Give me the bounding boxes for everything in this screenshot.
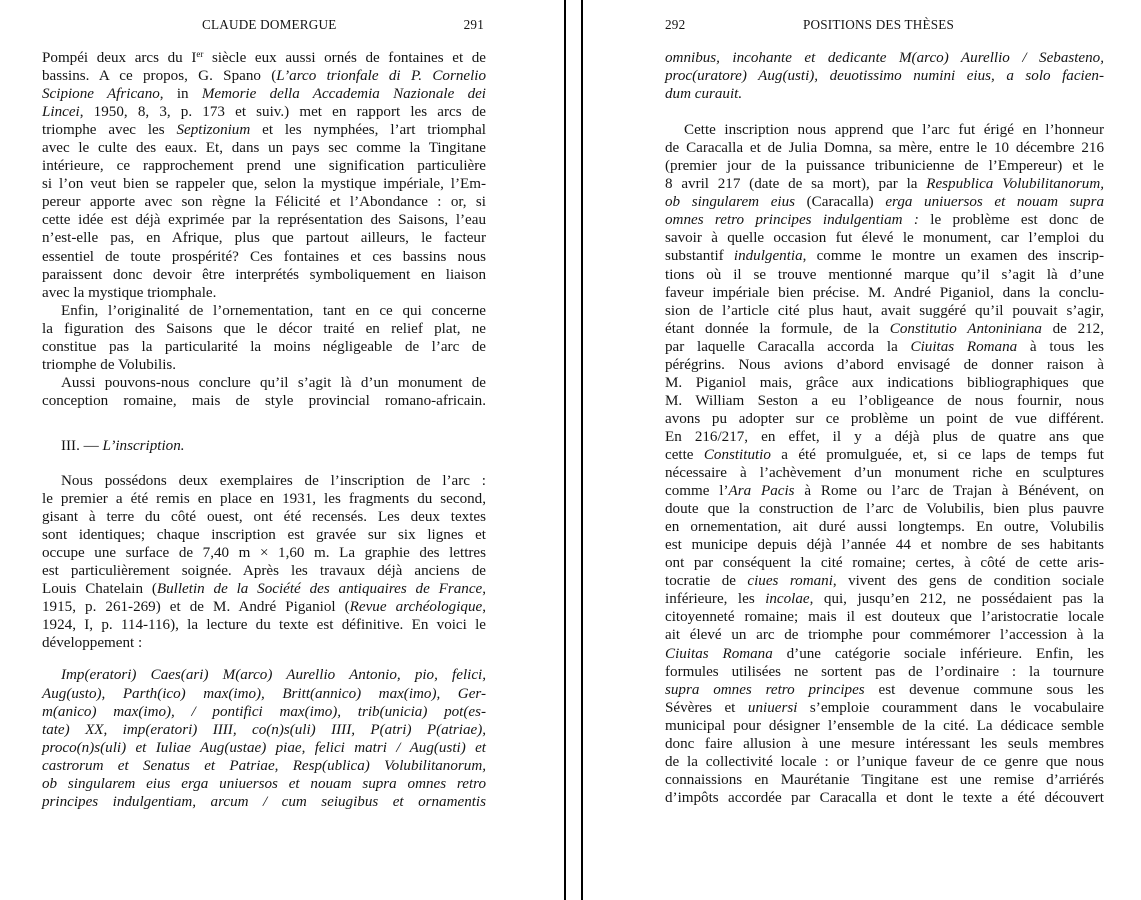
text-line: cette Constitutio a été promulguée, et, si ce laps de temps fut xyxy=(665,446,1104,463)
text-line: 1924, I, p. 114-116), la lecture du texte est définitive. En voici le xyxy=(42,617,486,634)
text-line: municipal pour désigner l’ensemble de la cité. La dédicace semble xyxy=(665,717,1104,734)
text-line: formules utilisées ne sortent pas de l’ordinaire : la tournure xyxy=(665,663,1104,680)
text-line: la figuration des Saisons que le décor traité en relief plat, ne xyxy=(42,320,486,337)
text-line: est particulièrement soignée. Après les travaux déjà anciens de xyxy=(42,563,486,580)
text-line: M. Piganiol mais, grâce aux indications bibliographiques que xyxy=(665,374,1104,391)
text-line: tocratie de ciues romani, vivent des gens de condition sociale xyxy=(665,573,1105,590)
running-head-left xyxy=(42,17,486,35)
text-line: le premier a été remis en place en 1931, les fragments du second, xyxy=(42,491,486,508)
text-line: proco(n)s(uli) et Iuliae Aug(ustae) piae, felici matri / Aug(usti) et xyxy=(42,739,486,756)
text-line: si l’on veut bien se rappeler que, selon la mystique impériale, l’Em- xyxy=(42,176,486,193)
text-line: triomphe de Volubilis. xyxy=(42,356,177,373)
text-line: pérégrins. Nous avions d’abord envisagé de donner raison à xyxy=(665,356,1104,373)
running-head-right xyxy=(665,17,1104,35)
text-line: triomphe avec les Septizonium et les nymphées, l’art triomphal xyxy=(42,122,486,139)
text-line: ait élevé un arc de triomphe pour commémorer l’accession à la xyxy=(665,627,1104,644)
text-line: avec le culte des eaux. Et, dans un pays sec comme la Tingitane xyxy=(42,140,486,157)
paragraph xyxy=(42,302,486,374)
text-line: en ornementation, ait duré aussi longtemps. En outre, Volubilis xyxy=(665,519,1104,536)
text-line: inférieure, les incolae, qui, jusqu’en 212, ne possédaient pas la xyxy=(665,591,1104,608)
text-line: connaissions en Maurétanie Tingitane est une remise d’arriérés xyxy=(665,771,1104,788)
text-line: Aussi pouvons-nous conclure qu’il s’agit là d’un monument de xyxy=(61,374,486,391)
text-line: omnes retro principes indulgentiam : le problème est donc de xyxy=(665,212,1104,229)
running-head-title: POSITIONS DES THÈSES xyxy=(803,17,955,32)
text-line: Nous possédons deux exemplaires de l’inscription de l’arc : xyxy=(61,472,486,489)
text-line: étant donnée la formule, de la Constitutio Antoniniana de 212, xyxy=(665,320,1104,337)
text-line: Scipione Africano, in Memorie della Accademia Nazionale dei xyxy=(42,86,487,103)
text-line: d’impôts accordée par Caracalla et dont le texte a été découvert xyxy=(665,789,1104,806)
spacer xyxy=(42,455,486,472)
text-line: paraissent donc devoir être interprétés symboliquement en liaison xyxy=(42,266,486,283)
text-line: donc faire allusion à une mesure intéressant les seuls membres xyxy=(665,735,1104,752)
text-line: dum curauit. xyxy=(665,86,743,103)
text-line: Imp(eratori) Caes(ari) M(arco) Aurellio Antonio, pio, felici, xyxy=(61,667,486,684)
text-line: doute que la construction de l’arc de Volubilis, bien plus pauvre xyxy=(665,501,1104,518)
text-line: Sévères et uniuersi s’emploie couramment dans le vocabulaire xyxy=(665,699,1104,716)
spacer xyxy=(665,103,1104,121)
text-line: Pompéi deux arcs du Ier siècle eux aussi ornés de fontaines et de xyxy=(42,49,486,66)
text-line: proc(uratore) Aug(usti), deuotissimo numini eius, a solo facien- xyxy=(665,68,1104,85)
text-line: tate) XX, imp(eratori) IIII, co(n)s(uli) IIII, P(atri) P(atriae), xyxy=(42,721,486,738)
text-line: conception romaine, mais de style provincial romano-africain. xyxy=(42,392,486,409)
text-line: castrorum et Senatus et Patriae, Resp(ublica) Volubilitanorum, xyxy=(42,757,486,774)
text-line: Cette inscription nous apprend que l’arc fut érigé en l’honneur xyxy=(684,122,1104,139)
running-head-title: CLAUDE DOMERGUE xyxy=(202,17,337,32)
paragraph xyxy=(42,49,486,302)
spacer xyxy=(42,410,486,437)
text-line: de Caracalla et de Julia Domna, sa mère, entre le 10 décembre 216 xyxy=(665,140,1104,157)
text-line: gisant à terre du côté ouest, ont été recensés. Les deux textes xyxy=(42,509,486,526)
text-line: cette idée est déjà exprimée par la représentation des Saisons, l’eau xyxy=(42,212,486,229)
text-line: avec la mystique triomphale. xyxy=(42,284,217,301)
text-line: constitue pas la particularité la moins négligeable de l’arc de xyxy=(42,338,486,355)
text-line: nécessaire à l’achèvement d’un monument riche en sculptures xyxy=(665,465,1104,482)
text-line: essentiel de toute prospérité? Ces fontaines et ces bassins nous xyxy=(42,248,486,265)
text-line: Enfin, l’originalité de l’ornementation, tant en ce qui concerne xyxy=(61,302,486,319)
text-line: avons pu adopter sur ce problème un point de vue différent. xyxy=(665,410,1104,427)
text-line: par laquelle Caracalla accorda la Ciuitas Romana à tous les xyxy=(665,338,1105,355)
text-line: Lincei, 1950, 8, 3, p. 173 et suiv.) met en rapport les arcs de xyxy=(42,104,486,121)
text-line: ob singularem eius erga uniuersos et nouam supra omnes retro xyxy=(42,775,486,792)
text-line: principes indulgentiam, arcum / cum seiugibus et ornamentis xyxy=(42,793,486,810)
text-line: substantif indulgentia, comme le montre un examen des inscrip- xyxy=(665,248,1104,265)
gutter-line-left xyxy=(564,0,566,900)
section-heading: III. — L’inscription. xyxy=(61,437,185,454)
text-line: faveur impériale bien précise. M. André Piganiol, dans la conclu- xyxy=(665,284,1104,301)
text-line: ont par conséquent la cité romaine; certes, à côté de cette aris- xyxy=(665,555,1104,572)
text-line: Aug(usto), Parth(ico) max(imo), Britt(annico) max(imo), Ger- xyxy=(42,685,486,702)
text-line: n’est-elle pas, en Afrique, plus que partout ailleurs, le facteur xyxy=(42,230,486,247)
left-page-body xyxy=(42,49,486,811)
text-line: de la collectivité locale : or l’unique faveur de ce genre que nous xyxy=(665,753,1104,770)
text-line: est municipe depuis déjà l’année 44 et nombre de ses habitants xyxy=(665,537,1104,554)
text-line: pereur apporte avec son règne la Félicité et l’Abondance : or, si xyxy=(42,194,486,211)
text-line: En 216/217, en effet, il y a déjà plus de quatre ans que xyxy=(665,428,1104,445)
text-line: omnibus, incohante et dedicante M(arco) Aurellio / Sebasteno, xyxy=(665,50,1104,66)
page-number: 291 xyxy=(463,17,484,32)
text-line: ob singularem eius (Caracalla) erga uniuersos et nouam supra xyxy=(665,194,1104,211)
text-line: sont identiques; chaque inscription est gravée sur six lignes et xyxy=(42,527,486,544)
text-line: Louis Chatelain (Bulletin de la Société des antiquaires de France, xyxy=(42,581,486,598)
text-line: développement : xyxy=(42,635,143,652)
right-page-body xyxy=(665,49,1104,807)
gutter-line-right xyxy=(581,0,583,900)
text-line: Ciuitas Romana d’une catégorie sociale inférieure. Enfin, les xyxy=(665,645,1104,662)
text-line: occupe une surface de 7,40 m × 1,60 m. La graphie des lettres xyxy=(42,545,486,562)
text-line: tions où il se trouve mentionné marque qu’il s’agit là d’une xyxy=(665,266,1104,283)
text-line: savoir à quelle occasion fut élevé le monument, car l’emploi du xyxy=(665,230,1104,247)
paragraph xyxy=(665,121,1104,807)
paragraph xyxy=(42,472,486,652)
spacer xyxy=(42,652,486,666)
text-line: citoyenneté romaine; mais il est douteux que l’aristocratie locale xyxy=(665,609,1104,626)
text-line: M. William Seston a eu l’obligeance de nous fournir, nous xyxy=(665,392,1104,409)
paragraph xyxy=(42,374,486,410)
inscription-text xyxy=(42,666,486,810)
text-line: bassins. A ce propos, G. Spano (L’arco trionfale di P. Cornelio xyxy=(42,68,486,85)
text-line: sion de l’article cité plus haut, avait suggéré qu’il pouvait s’agir, xyxy=(665,302,1104,319)
text-line: intérieure, ce rapprochement prend une signification particulière xyxy=(42,158,486,175)
text-line: supra omnes retro principes est devenue commune sous les xyxy=(665,681,1104,698)
page-number: 292 xyxy=(665,17,686,32)
text-line: comme l’Ara Pacis à Rome ou l’arc de Trajan à Bénévent, on xyxy=(665,483,1105,500)
text-line: 1915, p. 261-269) et de M. André Piganiol (Revue archéologique, xyxy=(42,599,486,616)
text-line: 8 avril 217 (date de sa mort), par la Respublica Volubilitanorum, xyxy=(665,176,1104,193)
text-line: (premier jour de la puissance tribunicienne de l’Empereur) et le xyxy=(665,158,1104,175)
inscription-text-continued xyxy=(665,49,1104,103)
text-line: m(anico) max(imo), / pontifici max(imo), trib(unicia) pot(es- xyxy=(42,703,486,720)
